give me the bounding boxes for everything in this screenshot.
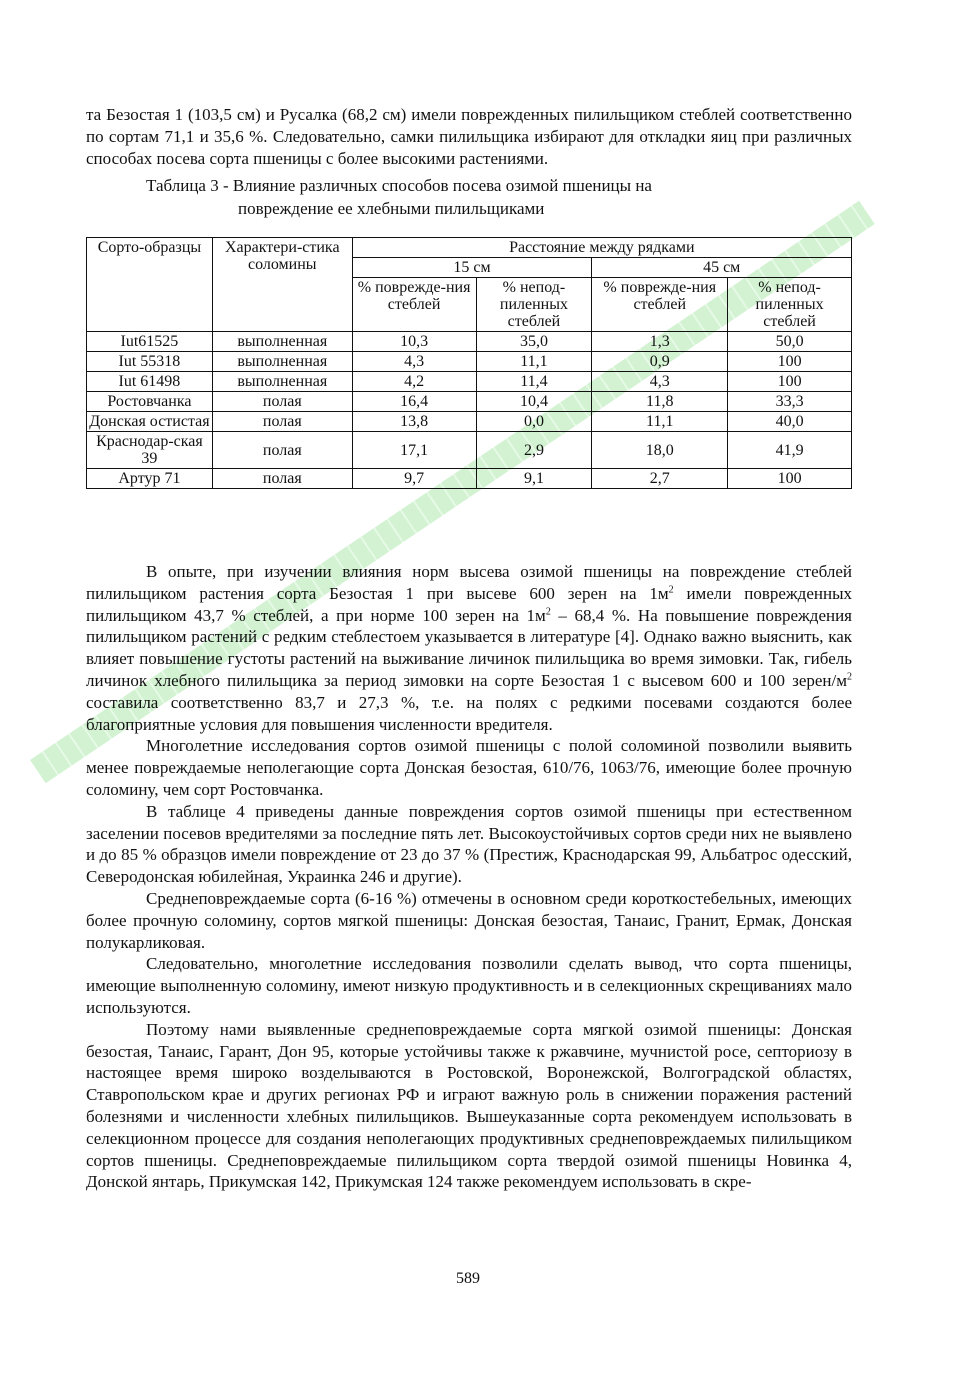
- table-header-row-1: [87, 238, 852, 258]
- paragraph-1-part-b: имели поврежденных пилильщиком 43,7 % стеблей, а при норме 100 зерен на 1м: [86, 583, 852, 625]
- cell-unsawn-45: 100: [728, 469, 852, 489]
- header-15cm: 15 см: [352, 258, 592, 278]
- paragraph-3: В таблице 4 приведены данные повреждения сортов озимой пшеницы при естественном заселении посевов вредителями за последние пять лет. Высокоустойчивых сортов среди них не выявлено и до 85 % образцов имели повреждение от 23 до 37 % (Престиж, Краснодарская 99, Альбатрос одесский, Северодонская юбилейная, Украинка 246 и другие).: [86, 801, 852, 887]
- cell-unsawn-15: 11,4: [476, 372, 592, 392]
- cell-unsawn-45: 100: [728, 372, 852, 392]
- table-row: [87, 352, 852, 372]
- cell-damaged-45: 1,3: [592, 332, 728, 352]
- cell-damaged-45: 4,3: [592, 372, 728, 392]
- cell-unsawn-15: 11,1: [476, 352, 592, 372]
- paragraph-6: Поэтому нами выявленные среднеповреждаемые сорта мягкой озимой пшеницы: Донская безостая, Танаис, Гарант, Дон 95, которые устойчивы также к ржавчине, мучнистой росе, септориозу в настоящее время широко возделываются в Ростовской, Воронежской, Волгоградской областях, Ставропольском крае и других регионах РФ и играют важную роль в снижении поражения растений болезнями и численности хлебных пилильщиков. Вышеуказанные сорта рекомендуем использовать в селекционном процессе для создания неполегающих продуктивных среднеповреждаемых пилильщиком сортов пшеницы. Среднеповреждаемые пилильщиком сорта твердой озимой пшеницы Новинка 4, Донской янтарь, Прикумская 142, Прикумская 124 также рекомендуем использовать в скре-: [86, 1019, 852, 1192]
- paragraph-1-part-d: составила соответственно 83,7 и 27,3 %, т.е. на полях с редкими посевами создаются более благоприятные условия для повышения численности вредителя.: [86, 692, 852, 734]
- cell-damaged-15: 16,4: [352, 392, 476, 412]
- table-caption: [146, 174, 806, 220]
- intro-paragraph: та Безостая 1 (103,5 см) и Русалка (68,2 см) имели поврежденных пилильщиком стеблей соответственно по сортам 71,1 и 35,6 %. Следовательно, самки пилильщика избирают для откладки яиц при различных способах посева сорта пшеницы с более высокими растениями.: [86, 105, 852, 168]
- cell-unsawn-15: 35,0: [476, 332, 592, 352]
- table-caption-line2: повреждение ее хлебными пилильщиками: [238, 199, 545, 218]
- page-number: 589: [456, 1270, 480, 1287]
- cell-unsawn-45: 41,9: [728, 432, 852, 469]
- cell-damaged-15: 9,7: [352, 469, 476, 489]
- superscript: 2: [545, 605, 551, 617]
- table-row: [87, 392, 852, 412]
- cell-straw: полая: [212, 392, 352, 412]
- cell-variety: Iut 61498: [87, 372, 213, 392]
- superscript: 2: [668, 584, 674, 596]
- header-45cm: 45 см: [592, 258, 852, 278]
- cell-damaged-45: 11,8: [592, 392, 728, 412]
- cell-damaged-15: 4,2: [352, 372, 476, 392]
- cell-unsawn-15: 10,4: [476, 392, 592, 412]
- paragraph-4: Среднеповреждаемые сорта (6-16 %) отмечены в основном среди короткостебельных, имеющих более прочную соломину, сортов мягкой пшеницы: Донская безостая, Танаис, Гранит, Ермак, Донская полукарликовая.: [86, 888, 852, 952]
- cell-straw: выполненная: [212, 372, 352, 392]
- header-unsawn-45: % непод-пиленных стеблей: [728, 278, 852, 332]
- cell-straw: полая: [212, 412, 352, 432]
- table-row: [87, 469, 852, 489]
- cell-variety: Артур 71: [87, 469, 213, 489]
- table-row: [87, 332, 852, 352]
- cell-damaged-15: 17,1: [352, 432, 476, 469]
- paragraph-2: Многолетние исследования сортов озимой пшеницы с полой соломиной позволили выявить менее повреждаемые неполегающие сорта Донская безостая, 610/76, 1063/76, имеющие более прочную соломину, чем сорт Ростовчанка.: [86, 736, 852, 799]
- header-damaged-15: % поврежде-ния стеблей: [352, 278, 476, 332]
- cell-unsawn-15: 0,0: [476, 412, 592, 432]
- cell-variety: Ростовчанка: [87, 392, 213, 412]
- cell-variety: Iut 55318: [87, 352, 213, 372]
- superscript: 2: [847, 671, 852, 683]
- cell-damaged-15: 10,3: [352, 332, 476, 352]
- header-damaged-45: % поврежде-ния стеблей: [592, 278, 728, 332]
- cell-unsawn-15: 9,1: [476, 469, 592, 489]
- paragraph-1: [86, 561, 852, 735]
- cell-damaged-45: 18,0: [592, 432, 728, 469]
- cell-variety: Донская остистая: [87, 412, 213, 432]
- cell-unsawn-15: 2,9: [476, 432, 592, 469]
- cell-straw: полая: [212, 432, 352, 469]
- cell-variety: Iut61525: [87, 332, 213, 352]
- paragraph-1-part-c: – 68,4 %. На повышение повреждения пилильщиком растений с редким стеблестоем указывается в литературе [4]. Однако важно выяснить, как влияет повышение густоты растений на выживание личинок пилильщика во время зимовки. Так, гибель личинок хлебного пилильщика за период зимовки на сорте Безостая 1 с высевом 600 и 100 зерен/м: [86, 605, 852, 690]
- cell-straw: выполненная: [212, 352, 352, 372]
- cell-damaged-45: 0,9: [592, 352, 728, 372]
- header-straw: Характери-стика соломины: [212, 238, 352, 332]
- body-text: [86, 561, 852, 1193]
- cell-damaged-45: 2,7: [592, 469, 728, 489]
- cell-unsawn-45: 40,0: [728, 412, 852, 432]
- table-caption-line1: Таблица 3 - Влияние различных способов посева озимой пшеницы на: [146, 176, 652, 195]
- table-row: [87, 372, 852, 392]
- cell-unsawn-45: 100: [728, 352, 852, 372]
- cell-unsawn-45: 50,0: [728, 332, 852, 352]
- cell-damaged-45: 11,1: [592, 412, 728, 432]
- table-3: [86, 237, 852, 489]
- paragraph-1-part-a: В опыте, при изучении влияния норм высева озимой пшеницы на повреждение стеблей пилильщиком растения сорта Безостая 1 при высеве 600 зерен на 1м: [86, 562, 852, 603]
- cell-damaged-15: 13,8: [352, 412, 476, 432]
- cell-straw: выполненная: [212, 332, 352, 352]
- cell-variety: Краснодар-ская 39: [87, 432, 213, 469]
- cell-damaged-15: 4,3: [352, 352, 476, 372]
- header-unsawn-15: % непод-пиленных стеблей: [476, 278, 592, 332]
- table-row: [87, 432, 852, 469]
- table-row: [87, 412, 852, 432]
- header-variety: Сорто-образцы: [87, 238, 213, 332]
- paragraph-5: Следовательно, многолетние исследования позволили сделать вывод, что сорта пшеницы, имеющие выполненную соломину, имеют низкую продуктивность и в селекционных скрещиваниях мало используются.: [86, 954, 852, 1017]
- cell-straw: полая: [212, 469, 352, 489]
- header-distance: Расстояние между рядками: [352, 238, 851, 258]
- cell-unsawn-45: 33,3: [728, 392, 852, 412]
